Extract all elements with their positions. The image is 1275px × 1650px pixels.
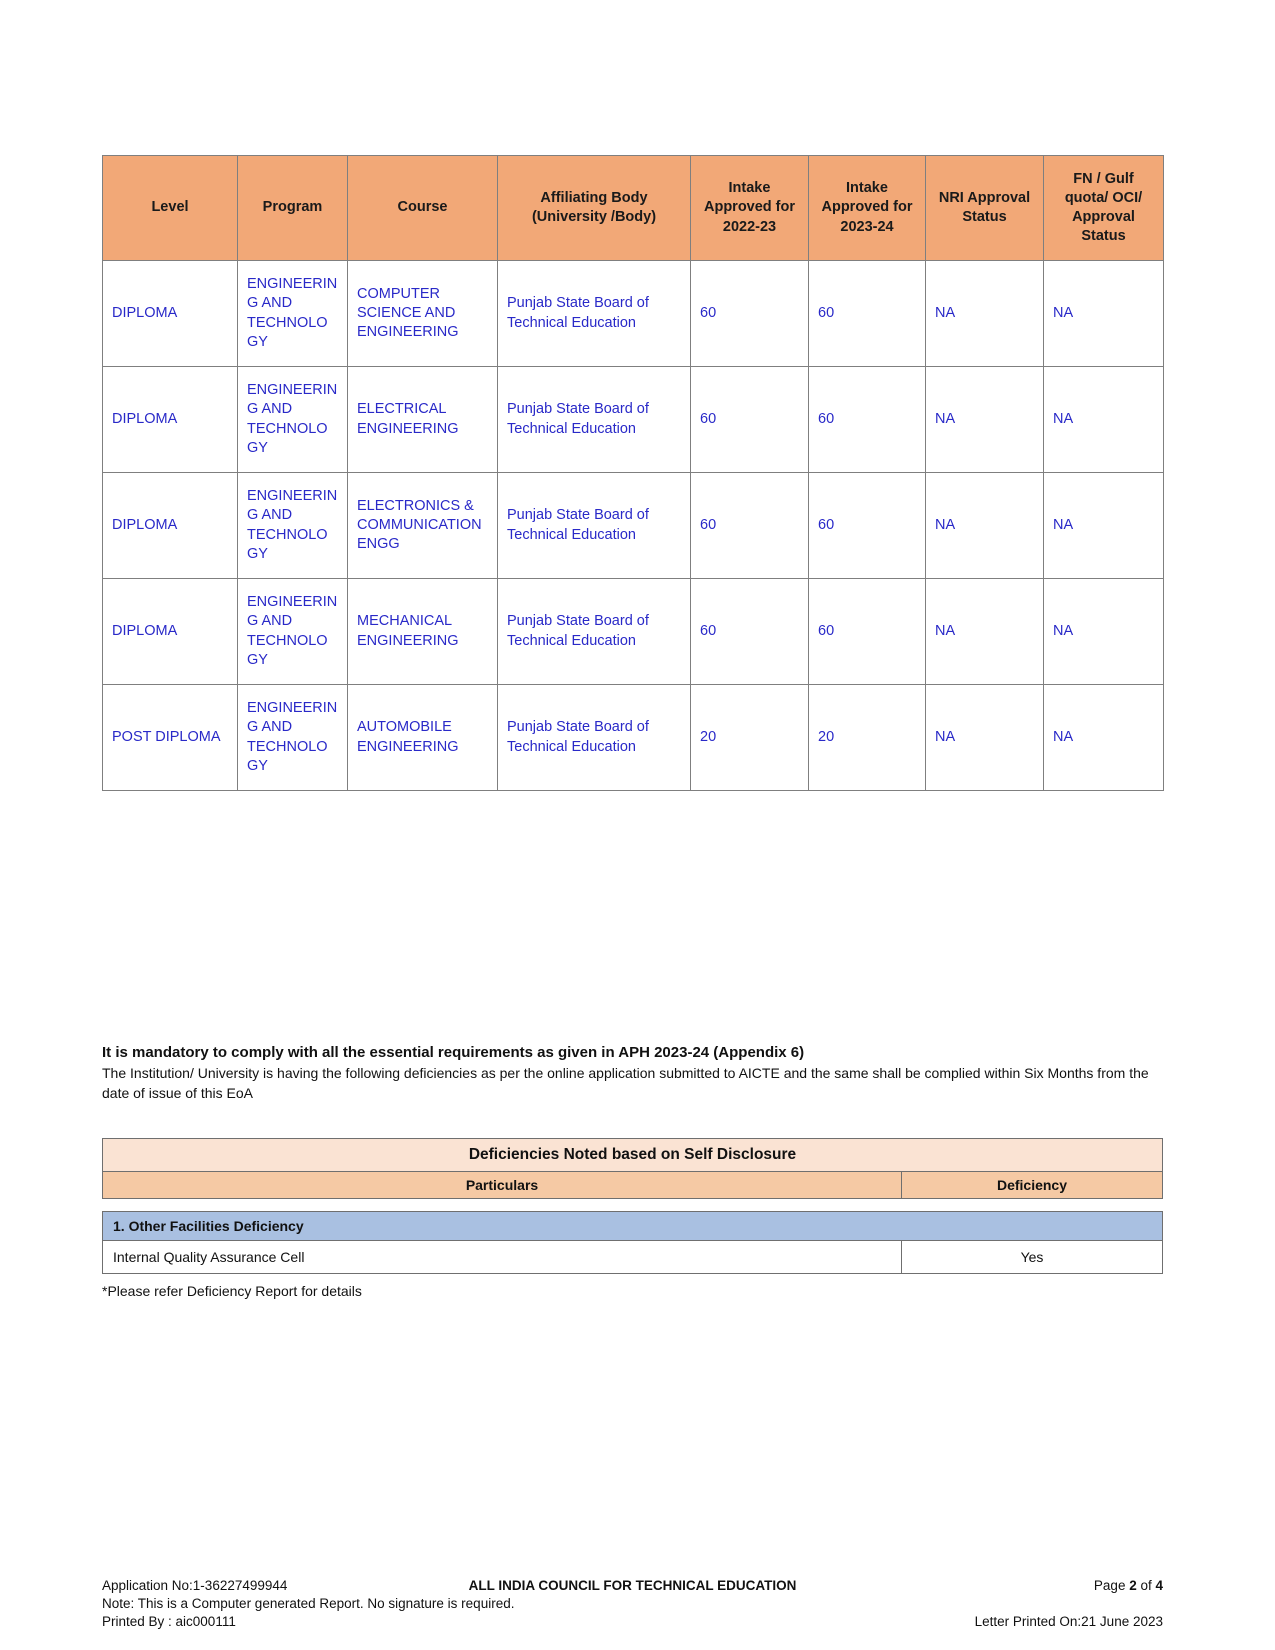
cell-affiliating-body: Punjab State Board of Technical Education — [498, 473, 691, 579]
cell-level: DIPLOMA — [103, 367, 238, 473]
cell-affiliating-body: Punjab State Board of Technical Education — [498, 367, 691, 473]
cell-nri-approval: NA — [926, 579, 1044, 685]
cell-affiliating-body: Punjab State Board of Technical Education — [498, 579, 691, 685]
header-affiliating-body: Affiliating Body (University /Body) — [498, 156, 691, 261]
header-nri-approval: NRI Approval Status — [926, 156, 1044, 261]
header-course: Course — [348, 156, 498, 261]
deficiency-row — [102, 1241, 1163, 1274]
cell-level: DIPLOMA — [103, 473, 238, 579]
header-fn-gulf-approval: FN / Gulf quota/ OCI/ Approval Status — [1044, 156, 1164, 261]
cell-program: ENGINEERING AND TECHNOLOGY — [238, 579, 348, 685]
table-row — [103, 473, 1164, 579]
cell-nri-approval: NA — [926, 261, 1044, 367]
deficiency-table-header-row — [102, 1172, 1163, 1199]
header-intake-2022-23: Intake Approved for 2022-23 — [691, 156, 809, 261]
deficiency-table-gap — [102, 1199, 1163, 1211]
header-program: Program — [238, 156, 348, 261]
deficiency-footnote: *Please refer Deficiency Report for details — [102, 1283, 362, 1299]
cell-nri-approval: NA — [926, 473, 1044, 579]
cell-nri-approval: NA — [926, 367, 1044, 473]
header-particulars: Particulars — [103, 1172, 902, 1198]
table-row — [103, 261, 1164, 367]
cell-intake-2022-23: 60 — [691, 367, 809, 473]
deficiency-particular: Internal Quality Assurance Cell — [103, 1241, 902, 1273]
header-deficiency: Deficiency — [996, 1177, 1068, 1193]
page-word: Page — [1093, 1578, 1130, 1593]
of-word: of — [1136, 1578, 1156, 1593]
cell-fn-gulf-approval: NA — [1044, 473, 1164, 579]
table-row — [103, 579, 1164, 685]
course-table-header-row — [103, 156, 1164, 261]
footer-note: Note: This is a Computer generated Report. No signature is required. — [102, 1596, 515, 1611]
cell-fn-gulf-approval: NA — [1044, 367, 1164, 473]
header-level: Level — [103, 156, 238, 261]
deficiency-table-title: Deficiencies Noted based on Self Disclosure — [102, 1138, 1163, 1172]
deficiency-section-heading: 1. Other Facilities Deficiency — [102, 1211, 1163, 1241]
table-row — [103, 367, 1164, 473]
cell-level: DIPLOMA — [103, 261, 238, 367]
cell-intake-2023-24: 60 — [809, 367, 926, 473]
cell-program: ENGINEERING AND TECHNOLOGY — [238, 685, 348, 791]
table-row — [103, 685, 1164, 791]
cell-nri-approval: NA — [926, 685, 1044, 791]
cell-intake-2023-24: 60 — [809, 473, 926, 579]
cell-intake-2022-23: 60 — [691, 261, 809, 367]
cell-program: ENGINEERING AND TECHNOLOGY — [238, 473, 348, 579]
cell-level: POST DIPLOMA — [103, 685, 238, 791]
organization-name: ALL INDIA COUNCIL FOR TECHNICAL EDUCATION — [468, 1578, 797, 1593]
page-number: 2 — [1129, 1578, 1137, 1593]
page-total: 4 — [1155, 1578, 1163, 1593]
cell-program: ENGINEERING AND TECHNOLOGY — [238, 367, 348, 473]
compliance-title: It is mandatory to comply with all the essential requirements as given in APH 2023-24 (Appendix 6) — [102, 1044, 805, 1061]
cell-fn-gulf-approval: NA — [1044, 579, 1164, 685]
cell-affiliating-body: Punjab State Board of Technical Education — [498, 685, 691, 791]
header-intake-2023-24: Intake Approved for 2023-24 — [809, 156, 926, 261]
cell-fn-gulf-approval: NA — [1044, 261, 1164, 367]
cell-intake-2022-23: 60 — [691, 579, 809, 685]
page-footer — [102, 1577, 1163, 1631]
compliance-body: The Institution/ University is having the following deficiencies as per the online application submitted to AICTE and the same shall be complied within Six Months from the date of issue of this EoA — [102, 1065, 1149, 1101]
course-approval-table — [102, 155, 1164, 791]
deficiency-value: Yes — [1020, 1249, 1044, 1265]
footer-line-3 — [102, 1613, 1163, 1631]
cell-intake-2022-23: 60 — [691, 473, 809, 579]
page-indicator — [796, 1577, 1163, 1595]
cell-fn-gulf-approval: NA — [1044, 685, 1164, 791]
cell-course: ELECTRONICS & COMMUNICATION ENGG — [348, 473, 498, 579]
cell-intake-2023-24: 60 — [809, 579, 926, 685]
printed-by: Printed By : aic000111 — [102, 1614, 236, 1629]
cell-affiliating-body: Punjab State Board of Technical Education — [498, 261, 691, 367]
footer-line-1 — [102, 1577, 1163, 1595]
cell-course: ELECTRICAL ENGINEERING — [348, 367, 498, 473]
deficiency-table — [102, 1138, 1163, 1299]
cell-intake-2023-24: 60 — [809, 261, 926, 367]
cell-intake-2022-23: 20 — [691, 685, 809, 791]
compliance-note — [102, 1044, 1163, 1103]
cell-level: DIPLOMA — [103, 579, 238, 685]
cell-course: COMPUTER SCIENCE AND ENGINEERING — [348, 261, 498, 367]
letter-printed-on: Letter Printed On:21 June 2023 — [974, 1614, 1163, 1629]
cell-program: ENGINEERING AND TECHNOLOGY — [238, 261, 348, 367]
cell-intake-2023-24: 20 — [809, 685, 926, 791]
cell-course: MECHANICAL ENGINEERING — [348, 579, 498, 685]
cell-course: AUTOMOBILE ENGINEERING — [348, 685, 498, 791]
application-number: Application No:1-36227499944 — [102, 1578, 288, 1593]
